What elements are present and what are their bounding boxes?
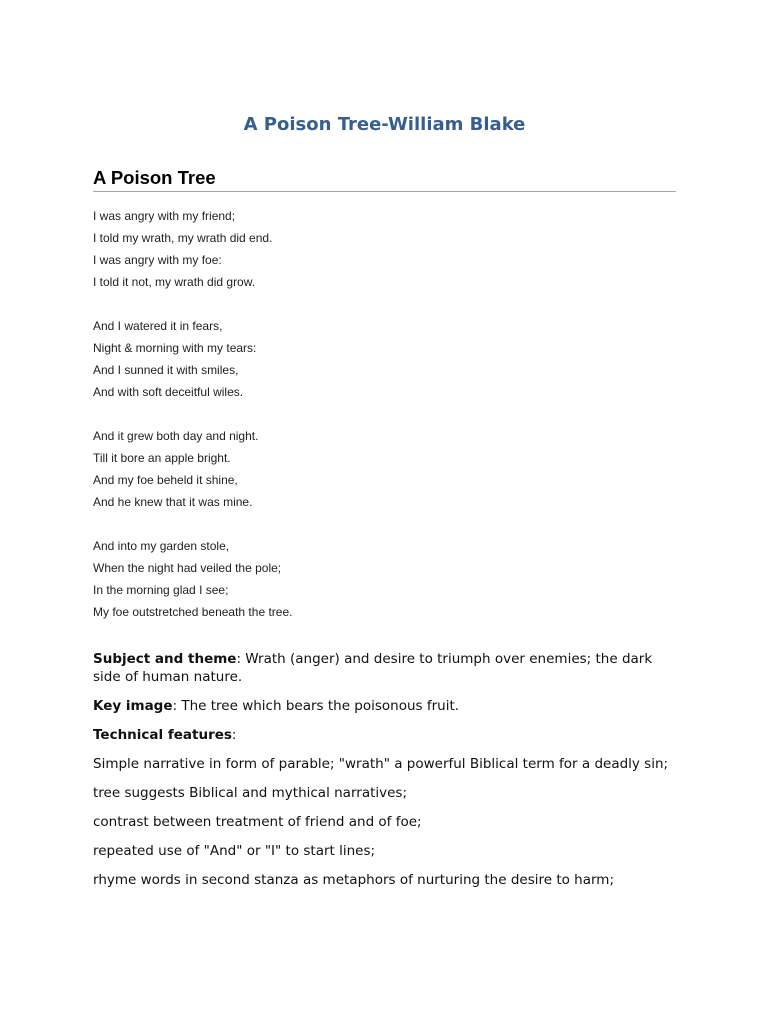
feature-item: Simple narrative in form of parable; "wrath" a powerful Biblical term for a deadly sin; <box>93 756 669 772</box>
analysis-notes <box>93 650 676 900</box>
subject-note <box>93 650 676 686</box>
key-image-note <box>93 697 676 715</box>
document-title: A Poison Tree-William Blake <box>243 114 526 135</box>
poem-line: Night & morning with my tears: <box>93 341 257 355</box>
technical-heading <box>93 726 676 744</box>
poem-line: My foe outstretched beneath the tree. <box>93 605 293 619</box>
stanza-2 <box>93 315 676 403</box>
poem-line: And I watered it in fears, <box>93 319 223 333</box>
poem-line: And with soft deceitful wiles. <box>93 385 244 399</box>
poem-line: I told it not, my wrath did grow. <box>93 275 256 289</box>
feature-item: tree suggests Biblical and mythical narratives; <box>93 785 408 801</box>
stanza-4 <box>93 535 676 623</box>
poem-line: And my foe beheld it shine, <box>93 473 238 487</box>
poem-line: And it grew both day and night. <box>93 429 259 443</box>
stanza-3 <box>93 425 676 513</box>
poem-body <box>93 205 676 645</box>
poem-line: In the morning glad I see; <box>93 583 229 597</box>
poem-line: And into my garden stole, <box>93 539 230 553</box>
technical-colon: : <box>231 727 237 743</box>
technical-label: Technical features <box>93 727 232 743</box>
poem-line: And I sunned it with smiles, <box>93 363 239 377</box>
poem-line: I told my wrath, my wrath did end. <box>93 231 273 245</box>
stanza-1 <box>93 205 676 293</box>
poem-line: When the night had veiled the pole; <box>93 561 282 575</box>
poem-line: I was angry with my friend; <box>93 209 236 223</box>
poem-line: And he knew that it was mine. <box>93 495 253 509</box>
feature-item: repeated use of "And" or "I" to start lines; <box>93 843 376 859</box>
feature-item: rhyme words in second stanza as metaphors of nurturing the desire to harm; <box>93 872 615 888</box>
key-image-label: Key image <box>93 698 173 714</box>
poem-heading: A Poison Tree <box>93 167 676 192</box>
subject-label: Subject and theme <box>93 651 237 667</box>
subject-text: : Wrath (anger) and desire to triumph over enemies; the dark side of human nature. <box>93 651 653 685</box>
poem-line: Till it bore an apple bright. <box>93 451 231 465</box>
key-image-text: : The tree which bears the poisonous fruit. <box>172 698 460 714</box>
feature-item: contrast between treatment of friend and of foe; <box>93 814 422 830</box>
poem-line: I was angry with my foe: <box>93 253 222 267</box>
